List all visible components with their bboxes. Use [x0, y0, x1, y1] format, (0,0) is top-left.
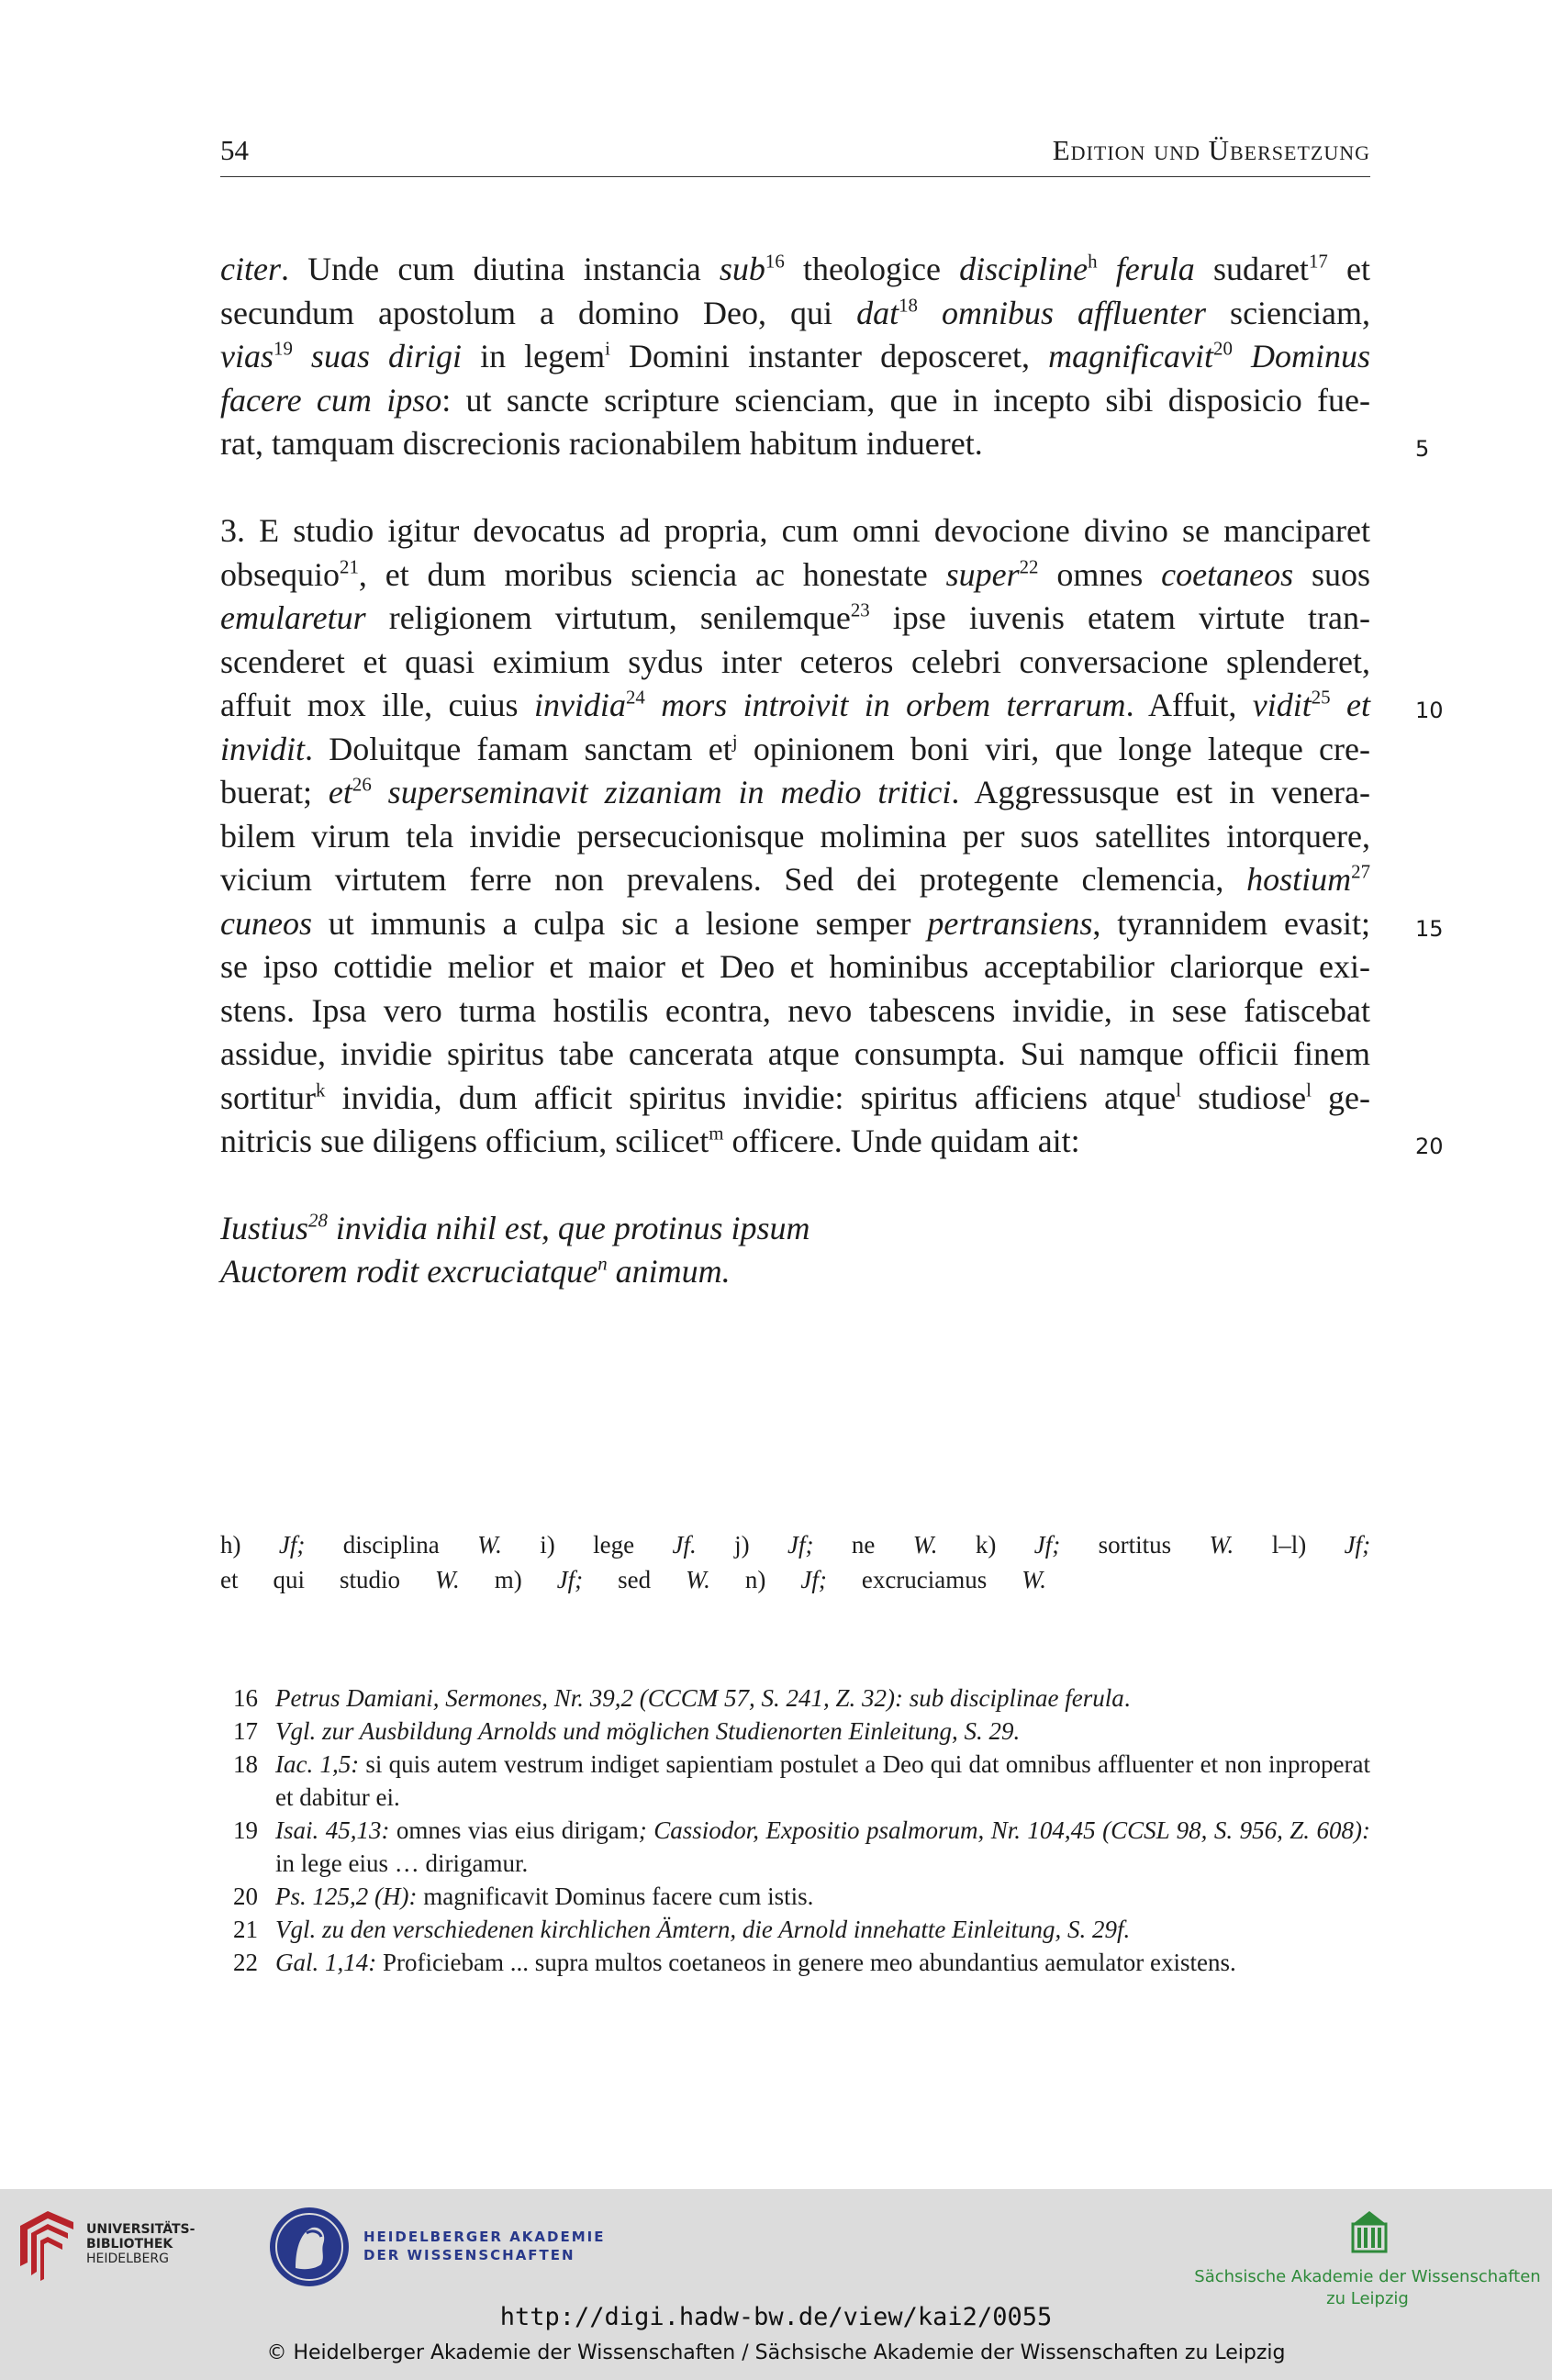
footnote: 18 Iac. 1,5: si quis autem vestrum indiget sapientiam postulet a Deo qui dat omnibus affluenter et non inproperat et dabitur ei. — [233, 1750, 1371, 1811]
text-line: scenderet et quasi eximium sydus inter ceteros celebri conversacione splenderet, — [220, 642, 1370, 680]
text-line: stens. Ipsa vero turma hostilis econtra, nevo tabescens invidie, in sese fatiscebat — [220, 991, 1370, 1029]
university-library-name: UNIVERSITÄTS- BIBLIOTHEK HEIDELBERG — [86, 2222, 195, 2266]
academy-name: HEIDELBERGER AKADEMIE DER WISSENSCHAFTEN — [363, 2229, 606, 2263]
text-line: invidit. Doluitque famam sanctam $et^j$ opinionem boni viri, que longe lateque cre- — [220, 729, 1370, 767]
page-number: 54 — [220, 134, 249, 166]
verse-line: Iustius$^{28}$ invidia nihil est, que protinus ipsum — [220, 1209, 810, 1246]
digitization-footer — [0, 2189, 1552, 2380]
text-line: secundum apostolum a domino Deo, qui dat$^{18}$ omnibus affluenter scienciam, — [220, 293, 1370, 331]
text-line: se ipso cottidie melior et maior et Deo et hominibus acceptabilior clariorque exi- — [220, 948, 1370, 985]
text-line: cuneos ut immunis a culpa sic a lesione semper pertransiens, tyrannidem evasit; 15 — [220, 902, 1370, 946]
copyright-notice: © Heidelberger Akademie der Wissenschaften / Sächsische Akademie der Wissenschaften zu Leipzig — [266, 2341, 1286, 2364]
footnote: 19 Isai. 45,13: omnes vias eius dirigam; Cassiodor, Expositio psalmorum, Nr. 104,45 (CCSL 98, S. 956, Z. 608): in lege eius … dirigamur. — [233, 1816, 1371, 1877]
text-line: assidue, invidie spiritus tabe cancerata atque consumpta. Sui namque officii finem — [220, 1035, 1370, 1072]
running-title: Edition und Übersetzung — [1052, 134, 1370, 166]
text-line: vicium virtutem ferre non prevalens. Sed dei protegente clemencia, hostium$^{27}$ — [220, 860, 1370, 898]
running-header — [220, 128, 1370, 177]
apparatus-line: et qui studio W. m) Jf; sed W. n) Jf; excruciamus W. — [220, 1566, 1047, 1593]
university-library-logo-icon — [17, 2207, 77, 2281]
academy-seal-icon — [268, 2206, 351, 2288]
apparatus-line: h) Jf; disciplina W. i) lege Jf. j) Jf; ne W. k) Jf; sortitus W. l–l) Jf; — [220, 1531, 1371, 1559]
text-line: bilem virum tela invidie persecucionisque molimina per suos satellites intorquere, — [220, 817, 1370, 855]
text-line: facere cum ipso: ut sancte scripture scienciam, que in incepto sibi disposicio fue- — [220, 381, 1370, 419]
line-number: 5 — [1415, 436, 1430, 462]
footnote: 22 Gal. 1,14: Proficiebam ... supra multos coetaneos in genere meo abundantius aemulator existens. — [233, 1949, 1236, 1976]
text-line: rat, tamquam discrecionis racionabilem habitum indueret. 5 — [220, 422, 1370, 466]
line-number: 20 — [1415, 1134, 1444, 1159]
line-number: 10 — [1415, 698, 1444, 723]
critical-apparatus — [220, 1527, 1370, 1597]
footnote: 17 Vgl. zur Ausbildung Arnolds und möglichen Studienorten Einleitung, S. 29. — [233, 1717, 1021, 1745]
text-line: buerat; $et^{26}$ superseminavit zizaniam in medio tritici. Aggressusque est in venera- — [220, 773, 1371, 810]
text-line: 3. E studio igitur devocatus ad propria, cum omni devocione divino se manciparet — [220, 512, 1370, 549]
main-text — [220, 248, 1444, 1164]
saxon-academy-building-icon — [1349, 2207, 1390, 2253]
line-number: 15 — [1415, 915, 1444, 942]
saxon-academy-name: Sächsische Akademie der Wissenschaften zu Leipzig — [1194, 2267, 1541, 2308]
text-line: obsequio$^{21}$, et dum moribus sciencia ac honestate super$^{22}$ omnes coetaneos suos — [220, 554, 1370, 593]
permalink-url[interactable]: http://digi.hadw-bw.de/view/kai2/0055 — [499, 2303, 1053, 2331]
text-line: affuit mox ille, cuius invidia$^{24}$ mors introivit in orbem terrarum. Affuit, vidit$^{25}$ et 10 — [220, 684, 1370, 728]
text-line: citer. Unde cum diutina instancia sub$^{16}$ theologice discipline$^h$ ferula sudaret$^{17}$ et — [220, 250, 1370, 287]
text-line: nitricis sue diligens officium, scilicet$^m$ officere. Unde quidam ait: 20 — [220, 1120, 1370, 1164]
verse-line: Auctorem rodit excruciatque$^n$ animum. — [220, 1252, 731, 1290]
footnote: 21 Vgl. zu den verschiedenen kirchlichen Ämtern, die Arnold innehatte Einleitung, S. 29f. — [233, 1916, 1131, 1943]
footnotes — [220, 1682, 1370, 1979]
footnote: 20 Ps. 125,2 (H): magnificavit Dominus facere cum istis. — [233, 1883, 814, 1910]
verse-quotation — [220, 1207, 810, 1293]
text-line: vias$^{19}$ suas dirigi in legem$^i$ Domini instanter deposceret, magnificavit$^{20}$ Dominus — [220, 337, 1370, 374]
footnote: 16 Petrus Damiani, Sermones, Nr. 39,2 (CCCM 57, S. 241, Z. 32): sub disciplinae ferula. — [233, 1684, 1131, 1712]
text-line: emularetur religionem virtutum, senilemque$^{23}$ ipse iuvenis etatem virtute tran- — [220, 598, 1370, 636]
text-line: sortitur$^k$ invidia, dum afficit spiritus invidie: spiritus afficiens atque$^l$ studiose$^l$ ge- — [220, 1078, 1370, 1116]
